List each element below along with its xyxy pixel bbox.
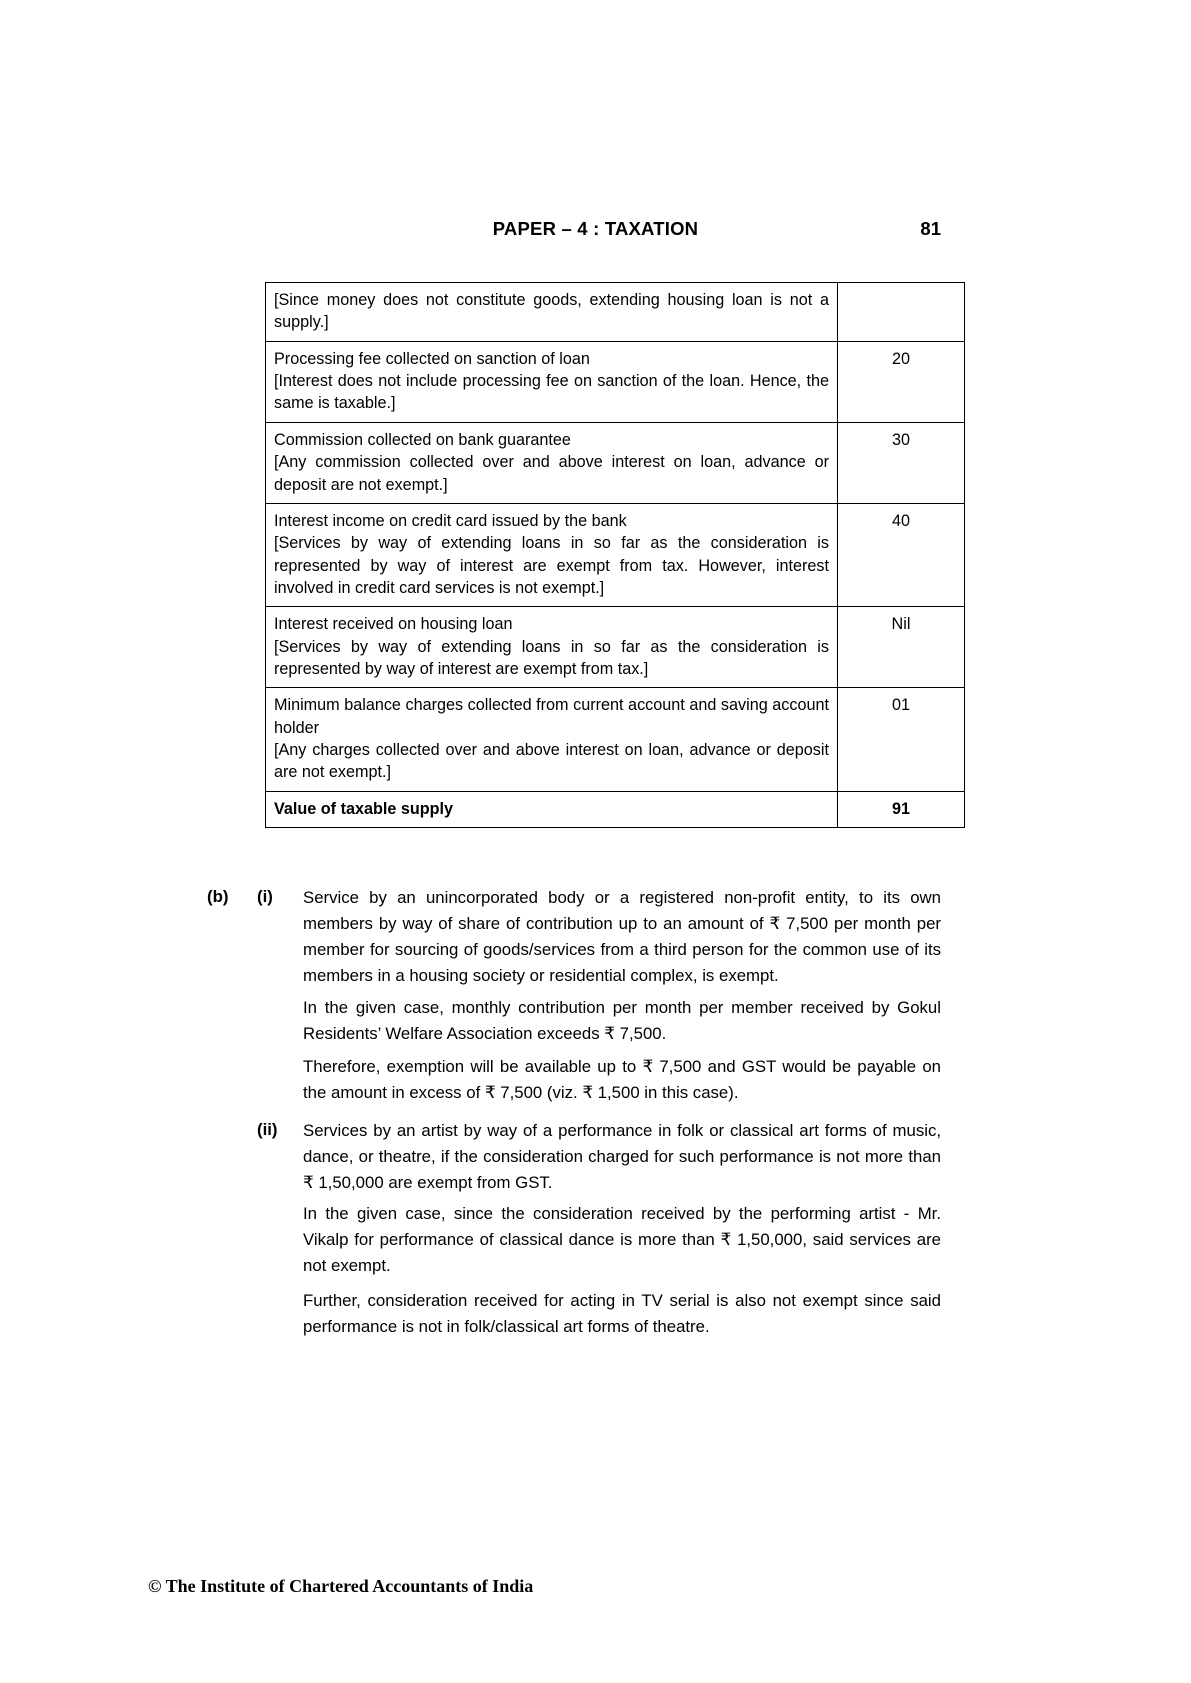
- cell-note: [Services by way of extending loans in so far as the consideration is represented by way of interest are exempt from tax. However, interest involved in credit card services is not exempt.]: [274, 534, 829, 597]
- table-row: [266, 688, 965, 791]
- cell-note: [Interest does not include processing fee on sanction of the loan. Hence, the same is taxable.]: [274, 372, 829, 413]
- table-row: [266, 503, 965, 606]
- page-title: PAPER – 4 : TAXATION: [492, 218, 699, 239]
- table-cell-description: [266, 283, 838, 342]
- cell-note: [Services by way of extending loans in so far as the consideration is represented by way of interest are exempt from tax.]: [274, 637, 829, 679]
- answer-item-label-ii: (ii): [257, 1120, 278, 1139]
- page-header: [0, 218, 1191, 240]
- answer-paragraph: In the given case, monthly contribution per month per member received by Gokul Residents’ Welfare Association exceeds ₹ 7,500.: [303, 998, 941, 1044]
- table-cell-amount: 40: [838, 503, 965, 606]
- table-cell-description: [266, 607, 838, 688]
- answer-paragraph: Service by an unincorporated body or a registered non-profit entity, to its own members by way of share of contribution up to an amount of ₹ 7,500 per month per member for sourcing of goods/services from a third person for the common use of its members in a housing society or residential complex, is exempt.: [303, 888, 941, 986]
- table-cell-description: [266, 503, 838, 606]
- answer-paragraph: Services by an artist by way of a performance in folk or classical art forms of music, dance, or theatre, if the consideration charged for such performance is not more than ₹ 1,50,000 are exempt from GST.: [303, 1121, 941, 1193]
- table-cell-amount: [838, 283, 965, 342]
- cell-note: [Any commission collected over and above interest on loan, advance or deposit are not exempt.]: [274, 453, 829, 494]
- answer-paragraph: Further, consideration received for acting in TV serial is also not exempt since said performance is not in folk/classical art forms of theatre.: [303, 1291, 941, 1337]
- page-number: 81: [920, 218, 941, 239]
- table-cell-amount: Nil: [838, 607, 965, 688]
- table-cell-total-label: Value of taxable supply: [266, 791, 838, 827]
- cell-text: Interest received on housing loan: [274, 615, 513, 634]
- table-cell-amount: 01: [838, 688, 965, 791]
- cell-text: Interest income on credit card issued by the bank: [274, 511, 627, 530]
- table-total-row: [266, 791, 965, 827]
- table-row: [266, 422, 965, 503]
- taxable-supply-table-wrapper: [265, 282, 930, 828]
- answer-paragraph: Therefore, exemption will be available up to ₹ 7,500 and GST would be payable on the amount in excess of ₹ 7,500 (viz. ₹ 1,500 in this case).: [303, 1057, 941, 1103]
- answer-paragraph: In the given case, since the consideration received by the performing artist - Mr. Vikalp for performance of classical dance is more than ₹ 1,50,000, said services are not exempt.: [303, 1204, 941, 1276]
- taxable-supply-table: [265, 282, 965, 828]
- table-row: [266, 341, 965, 422]
- answer-part-label-b: (b): [207, 887, 229, 906]
- table-row: [266, 607, 965, 688]
- answer-item-label-i: (i): [257, 887, 273, 906]
- cell-text: Commission collected on bank guarantee: [274, 430, 571, 449]
- page-footer: © The Institute of Chartered Accountants of India: [148, 1576, 534, 1596]
- cell-note: [Any charges collected over and above interest on loan, advance or deposit are not exempt.]: [274, 741, 829, 782]
- table-cell-total-amount: 91: [838, 791, 965, 827]
- table-cell-amount: 30: [838, 422, 965, 503]
- cell-text: Minimum balance charges collected from current account and saving account holder: [274, 696, 829, 737]
- table-cell-description: [266, 688, 838, 791]
- table-cell-amount: 20: [838, 341, 965, 422]
- table-cell-description: [266, 422, 838, 503]
- cell-text: Processing fee collected on sanction of loan: [274, 349, 590, 368]
- cell-text: [Since money does not constitute goods, extending housing loan is not a supply.]: [274, 291, 829, 332]
- table-row: [266, 283, 965, 342]
- table-cell-description: [266, 341, 838, 422]
